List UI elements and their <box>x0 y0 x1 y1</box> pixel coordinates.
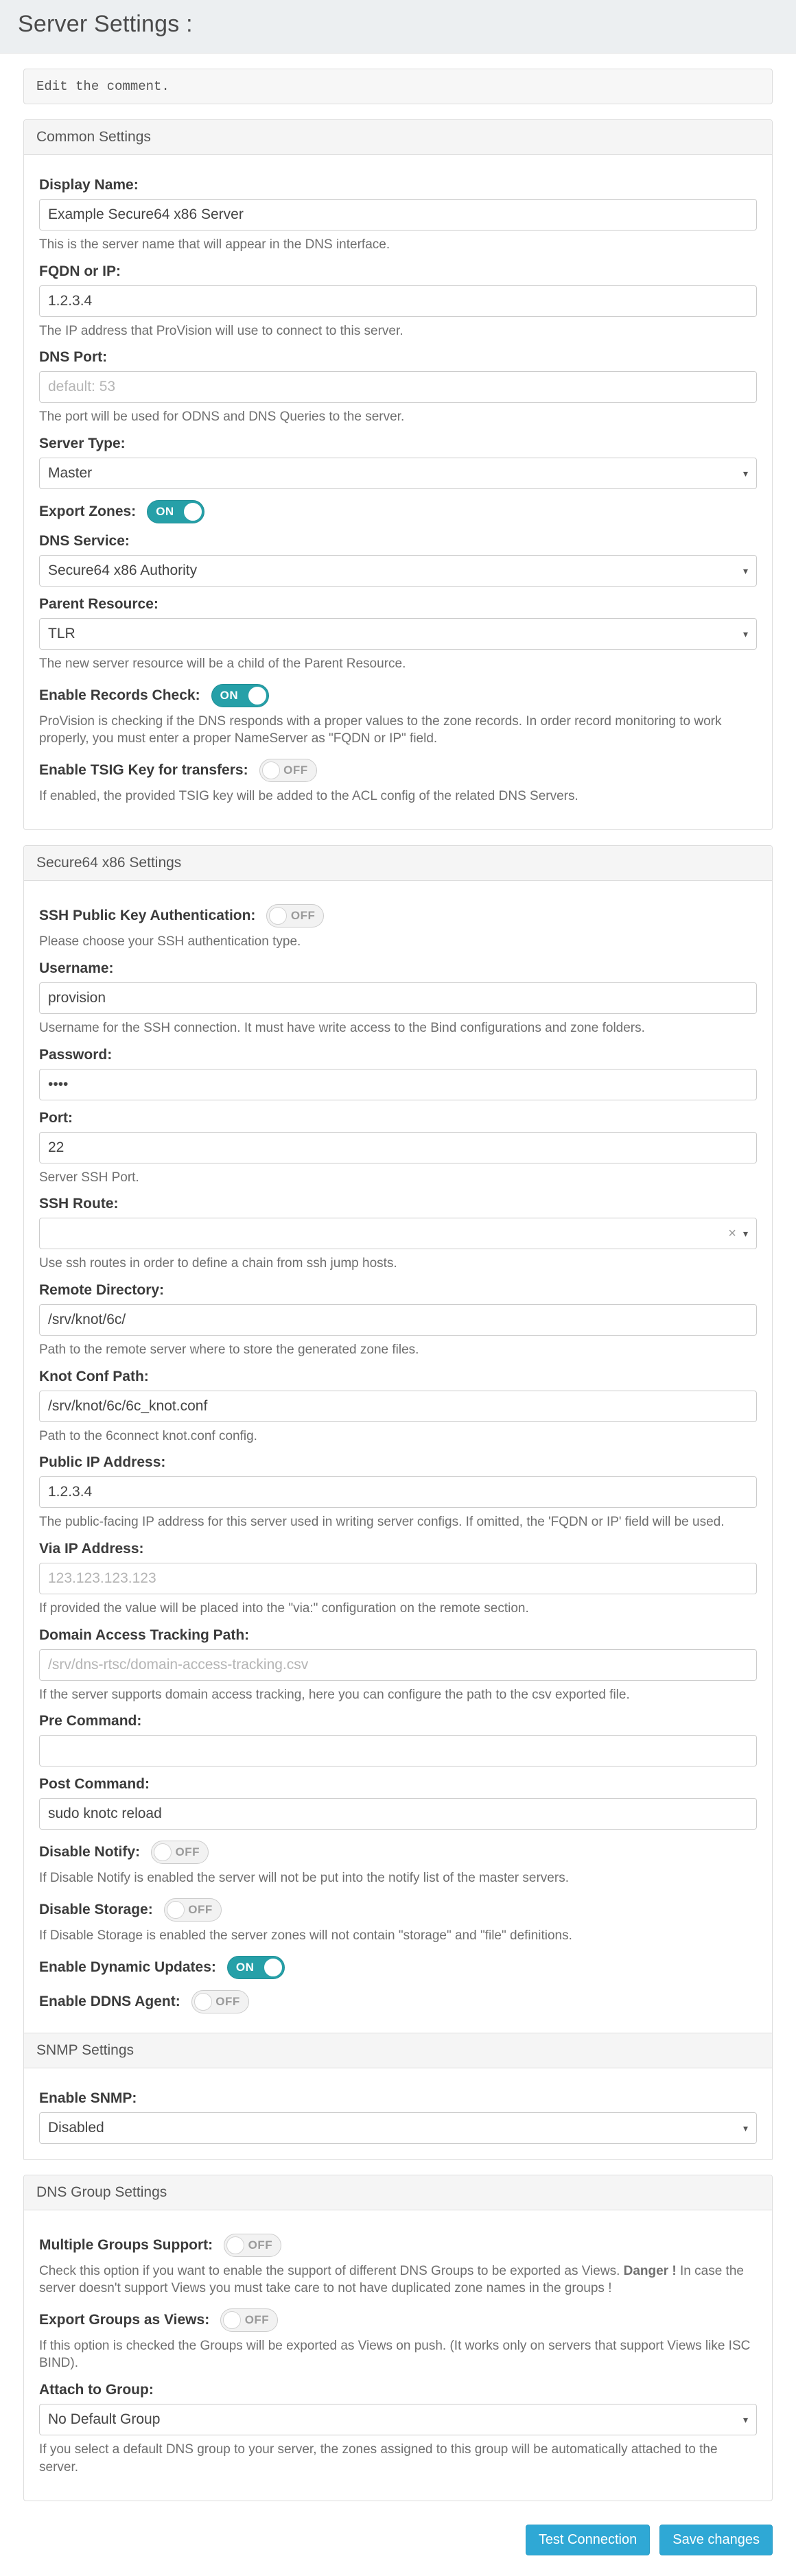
help-ssh-public-key-auth: Please choose your SSH authentication type. <box>39 934 301 949</box>
label-disable-storage: Disable Storage: <box>39 1901 153 1917</box>
help-tsig-key: If enabled, the provided TSIG key will be added to the ACL config of the related DNS Servers. <box>39 788 578 803</box>
help-ssh-route: Use ssh routes in order to define a chain from ssh jump hosts. <box>39 1256 397 1271</box>
fqdn-or-ip-input[interactable] <box>39 285 757 317</box>
ssh-public-key-auth-toggle[interactable] <box>266 904 324 927</box>
toggle-knob-icon <box>248 687 266 705</box>
label-remote-directory: Remote Directory: <box>39 1282 165 1299</box>
toggle-knob-icon <box>269 907 287 925</box>
label-fqdn-or-ip: FQDN or IP: <box>39 263 121 279</box>
panel-body-dns-group <box>24 2210 772 2501</box>
disable-storage-toggle-state: OFF <box>188 1902 213 1916</box>
toggle-knob-icon <box>262 761 280 779</box>
panel-heading-snmp: SNMP Settings <box>24 2033 772 2068</box>
remote-directory-input[interactable] <box>39 1304 757 1336</box>
ssh-public-key-auth-toggle-state: OFF <box>290 909 316 923</box>
tsig-key-toggle[interactable] <box>259 759 317 782</box>
enable-snmp-value: Disabled <box>48 2119 104 2136</box>
multiple-groups-support-toggle-state: OFF <box>248 2238 273 2252</box>
label-multiple-groups-support: Multiple Groups Support: <box>39 2236 213 2253</box>
panel-body-secure64 <box>24 881 772 2032</box>
panel-common-settings <box>23 119 773 830</box>
row-export-groups-as-views <box>39 2308 757 2332</box>
panel-heading-common: Common Settings <box>24 120 772 155</box>
ssh-route-select[interactable] <box>39 1218 757 1249</box>
row-records-check <box>39 684 757 707</box>
enable-ddns-agent-toggle-state: OFF <box>215 1994 240 2008</box>
clear-icon[interactable]: × <box>728 1225 736 1241</box>
domain-access-tracking-path-input[interactable] <box>39 1649 757 1681</box>
settings-content <box>0 54 796 2501</box>
enable-dynamic-updates-toggle[interactable] <box>227 1956 285 1979</box>
dns-service-select[interactable] <box>39 555 757 587</box>
attach-to-group-value: No Default Group <box>48 2411 161 2428</box>
server-type-select[interactable] <box>39 458 757 489</box>
attach-to-group-select[interactable] <box>39 2404 757 2435</box>
label-via-ip-address: Via IP Address: <box>39 1540 144 1557</box>
row-ddns-agent <box>39 1990 757 2013</box>
username-input[interactable] <box>39 982 757 1014</box>
panel-heading-secure64: Secure64 x86 Settings <box>24 846 772 881</box>
row-disable-notify <box>39 1841 757 1864</box>
panel-dns-group-settings <box>23 2175 773 2502</box>
toggle-knob-icon <box>184 503 202 521</box>
label-ssh-public-key-auth: SSH Public Key Authentication: <box>39 908 256 924</box>
server-type-value: Master <box>48 464 93 481</box>
comment-field[interactable]: Edit the comment. <box>23 69 773 104</box>
enable-ddns-agent-toggle[interactable] <box>191 1990 249 2013</box>
label-export-groups-as-views: Export Groups as Views: <box>39 2311 210 2328</box>
dns-port-input[interactable] <box>39 371 757 403</box>
footer-actions <box>0 2516 796 2576</box>
label-public-ip-address: Public IP Address: <box>39 1454 166 1471</box>
test-connection-button[interactable]: Test Connection <box>526 2525 650 2555</box>
label-domain-access-tracking-path: Domain Access Tracking Path: <box>39 1627 250 1643</box>
help-remote-directory: Path to the remote server where to store the generated zone files. <box>39 1343 419 1358</box>
parent-resource-value: TLR <box>48 625 75 641</box>
chevron-down-icon: ▾ <box>742 2414 748 2426</box>
toggle-knob-icon <box>194 1993 212 2011</box>
help-via-ip-address: If provided the value will be placed into the "via:" configuration on the remote section. <box>39 1600 529 1616</box>
label-parent-resource: Parent Resource: <box>39 595 159 612</box>
row-export-zones <box>39 500 757 523</box>
row-disable-storage <box>39 1898 757 1922</box>
records-check-toggle-state: ON <box>220 688 239 702</box>
label-username: Username: <box>39 960 114 977</box>
password-input[interactable] <box>39 1069 757 1100</box>
panel-secure64-settings <box>23 845 773 2159</box>
row-tsig-key <box>39 759 757 782</box>
disable-notify-toggle-state: OFF <box>175 1845 200 1859</box>
post-command-input[interactable] <box>39 1798 757 1830</box>
export-zones-toggle-state: ON <box>156 504 174 518</box>
row-multiple-groups-support <box>39 2234 757 2257</box>
help-domain-access-tracking-path: If the server supports domain access tracking, here you can configure the path to the csv exported file. <box>39 1687 630 1702</box>
label-pre-command: Pre Command: <box>39 1713 142 1729</box>
export-groups-as-views-toggle-state: OFF <box>244 2313 270 2326</box>
help-disable-notify: If Disable Notify is enabled the server will not be put into the notify list of the master servers. <box>39 1871 569 1886</box>
label-server-type: Server Type: <box>39 435 126 451</box>
help-records-check: ProVision is checking if the DNS responds with a proper values to the zone records. In order record monitoring to work properly, you must enter a proper NameServer as "FQDN or IP" field. <box>39 713 722 746</box>
chevron-down-icon: ▾ <box>742 1228 748 1240</box>
help-dns-port: The port will be used for ODNS and DNS Queries to the server. <box>39 410 405 425</box>
enable-dynamic-updates-toggle-state: ON <box>235 1960 255 1974</box>
label-ssh-route: SSH Route: <box>39 1196 119 1212</box>
tsig-key-toggle-state: OFF <box>283 763 308 777</box>
disable-notify-toggle[interactable] <box>151 1841 209 1864</box>
page-header <box>0 0 796 54</box>
page-title: Server Settings : <box>18 11 193 37</box>
panel-body-snmp <box>24 2068 772 2159</box>
label-password: Password: <box>39 1046 113 1063</box>
parent-resource-select[interactable] <box>39 618 757 650</box>
label-knot-conf-path: Knot Conf Path: <box>39 1368 149 1384</box>
multiple-groups-support-toggle[interactable] <box>224 2234 281 2257</box>
help-knot-conf-path: Path to the 6connect knot.conf config. <box>39 1428 257 1443</box>
label-export-zones: Export Zones: <box>39 503 137 519</box>
knot-conf-path-input[interactable] <box>39 1391 757 1422</box>
help-multiple-groups-danger: Danger ! <box>623 2263 677 2278</box>
public-ip-address-input[interactable] <box>39 1476 757 1508</box>
label-tsig-key: Enable TSIG Key for transfers: <box>39 761 248 778</box>
label-enable-snmp: Enable SNMP: <box>39 2090 137 2106</box>
label-enable-ddns-agent: Enable DDNS Agent: <box>39 1993 180 2009</box>
help-parent-resource: The new server resource will be a child of the Parent Resource. <box>39 656 406 671</box>
records-check-toggle[interactable] <box>211 684 269 707</box>
chevron-down-icon: ▾ <box>742 565 748 576</box>
pre-command-input[interactable] <box>39 1735 757 1766</box>
label-dns-service: DNS Service: <box>39 532 130 549</box>
chevron-down-icon: ▾ <box>742 628 748 639</box>
label-display-name: Display Name: <box>39 177 139 193</box>
help-multiple-groups-support <box>39 2262 757 2297</box>
export-groups-as-views-toggle[interactable] <box>220 2308 278 2332</box>
toggle-knob-icon <box>226 2236 244 2254</box>
help-attach-to-group: If you select a default DNS group to your server, the zones assigned to this group will be automatically attached to the server. <box>39 2442 718 2474</box>
help-multiple-groups-pre: Check this option if you want to enable the support of different DNS Groups to be exported as Views. <box>39 2263 620 2278</box>
toggle-knob-icon <box>154 1843 172 1861</box>
label-records-check: Enable Records Check: <box>39 687 200 703</box>
help-port: Server SSH Port. <box>39 1170 139 1185</box>
panel-heading-dns-group: DNS Group Settings <box>24 2175 772 2210</box>
help-export-groups-as-views: If this option is checked the Groups will be exported as Views on push. (It works only on servers that support Views like ISC BIND). <box>39 2338 751 2371</box>
toggle-knob-icon <box>223 2311 241 2329</box>
label-attach-to-group: Attach to Group: <box>39 2382 154 2398</box>
label-port: Port: <box>39 1109 73 1126</box>
chevron-down-icon: ▾ <box>742 2122 748 2134</box>
label-dns-port: DNS Port: <box>39 349 108 366</box>
panel-body-common <box>24 155 772 829</box>
dns-service-value: Secure64 x86 Authority <box>48 562 198 578</box>
toggle-knob-icon <box>167 1901 185 1919</box>
display-name-input[interactable] <box>39 199 757 231</box>
disable-storage-toggle[interactable] <box>164 1898 222 1922</box>
chevron-down-icon: ▾ <box>742 467 748 479</box>
toggle-knob-icon <box>264 1959 282 1976</box>
save-changes-button[interactable]: Save changes <box>659 2525 773 2555</box>
label-enable-dynamic-updates: Enable Dynamic Updates: <box>39 1959 216 1975</box>
help-username: Username for the SSH connection. It must have write access to the Bind configurations and zone folders. <box>39 1021 645 1036</box>
via-ip-address-input[interactable] <box>39 1563 757 1594</box>
panel-snmp-settings <box>23 2033 773 2160</box>
port-input[interactable] <box>39 1132 757 1163</box>
export-zones-toggle[interactable] <box>147 500 204 523</box>
label-disable-notify: Disable Notify: <box>39 1844 141 1860</box>
help-public-ip-address: The public-facing IP address for this server used in writing server configs. If omitted, the 'FQDN or IP' field will be used. <box>39 1515 725 1530</box>
enable-snmp-select[interactable] <box>39 2112 757 2144</box>
help-fqdn-or-ip: The IP address that ProVision will use to connect to this server. <box>39 323 403 338</box>
row-ssh-pubkey <box>39 904 757 927</box>
help-display-name: This is the server name that will appear in the DNS interface. <box>39 237 390 252</box>
label-post-command: Post Command: <box>39 1776 150 1793</box>
help-disable-storage: If Disable Storage is enabled the server zones will not contain "storage" and "file" definitions. <box>39 1928 572 1943</box>
row-dynamic-updates <box>39 1956 757 1979</box>
help-multiple-groups-post: In case the server doesn't support Views you must take care to not have duplicated zone names in the groups ! <box>39 2263 744 2296</box>
